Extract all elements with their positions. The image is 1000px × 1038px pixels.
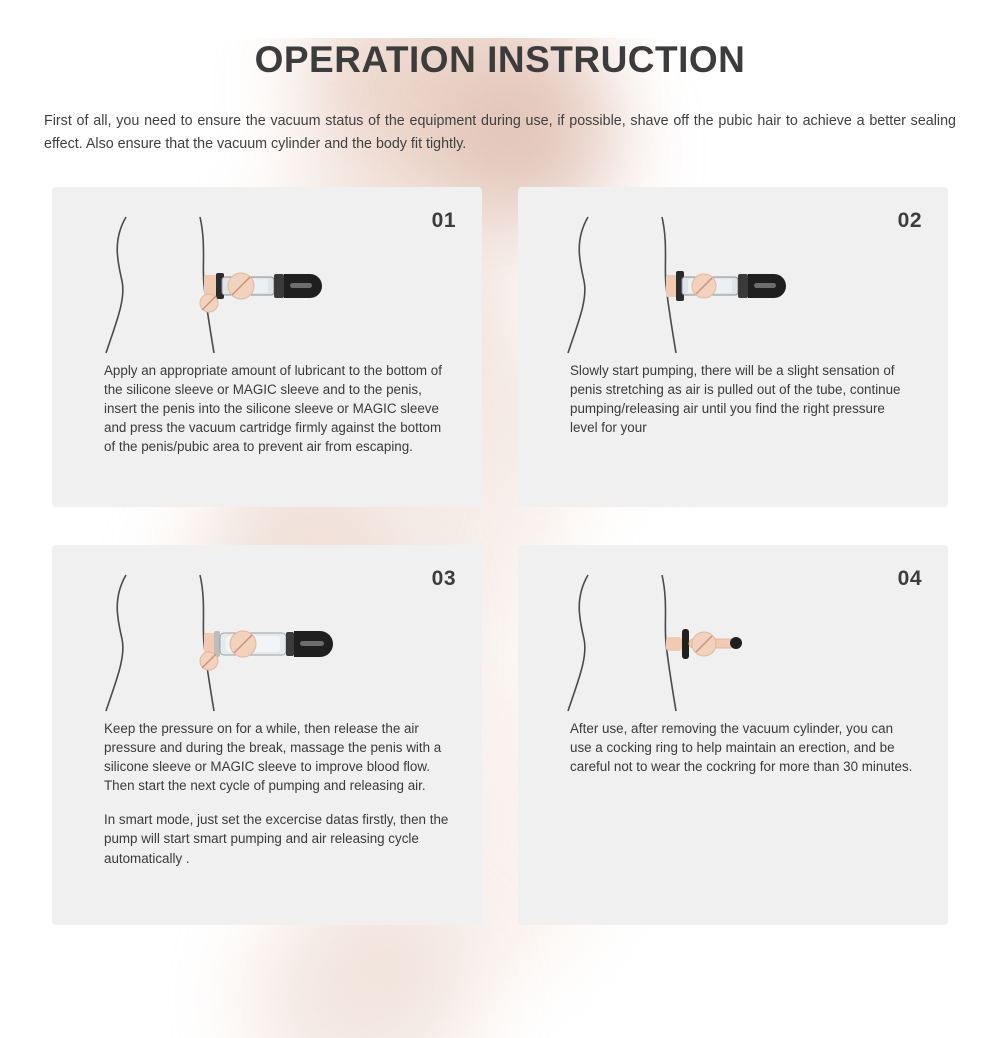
step-card — [518, 545, 948, 925]
step-number: 04 — [897, 566, 922, 590]
step-text: After use, after removing the vacuum cylinder, you can use a cocking ring to help maintain an erection, and be careful not to wear the cockring for more than 30 minutes. — [570, 720, 913, 775]
step-text: Slowly start pumping, there will be a slight sensation of penis stretching as air is pulled out of the tube, continue pumping/releasing air until you find the right pressure level for your — [570, 362, 901, 436]
step-number: 01 — [431, 208, 456, 232]
intro-paragraph: First of all, you need to ensure the vacuum status of the equipment during use, if possible, shave off the pubic hair to achieve a better sealing effect. Also ensure that the vacuum cylinder and the body fit tightly. — [44, 113, 956, 152]
step-card — [52, 545, 482, 925]
instruction-page — [0, 38, 1000, 1038]
step-text: Apply an appropriate amount of lubricant to the bottom of the silicone sleeve or MAGIC sleeve and to the penis, insert the penis into the silicone sleeve or MAGIC sleeve and press the vacuum cartridge firmly against the bottom of the penis/pubic area to prevent air from escaping. — [104, 362, 442, 455]
page-title: OPERATION INSTRUCTION — [254, 39, 746, 80]
step-number: 03 — [431, 566, 456, 590]
body-silhouette-with-pump-icon — [78, 566, 478, 719]
body-silhouette-with-pump-icon — [544, 208, 944, 361]
step-illustration-1 — [78, 208, 456, 361]
step-text-secondary: In smart mode, just set the excercise datas firstly, then the pump will start smart pumping and air releasing cycle automatically . — [104, 812, 449, 866]
step-illustration-2 — [544, 208, 922, 361]
step-number: 02 — [897, 208, 922, 232]
step-illustration-4 — [544, 566, 922, 719]
body-silhouette-with-cock-ring-icon — [544, 566, 944, 719]
step-card — [52, 187, 482, 507]
steps-grid — [52, 187, 948, 925]
step-card — [518, 187, 948, 507]
step-text: Keep the pressure on for a while, then release the air pressure and during the break, massage the penis with a silicone sleeve or MAGIC sleeve to improve blood flow. Then start the next cycle of pumping and releasing air. — [104, 720, 442, 794]
body-silhouette-with-pump-icon — [78, 208, 478, 361]
step-illustration-3 — [78, 566, 456, 719]
